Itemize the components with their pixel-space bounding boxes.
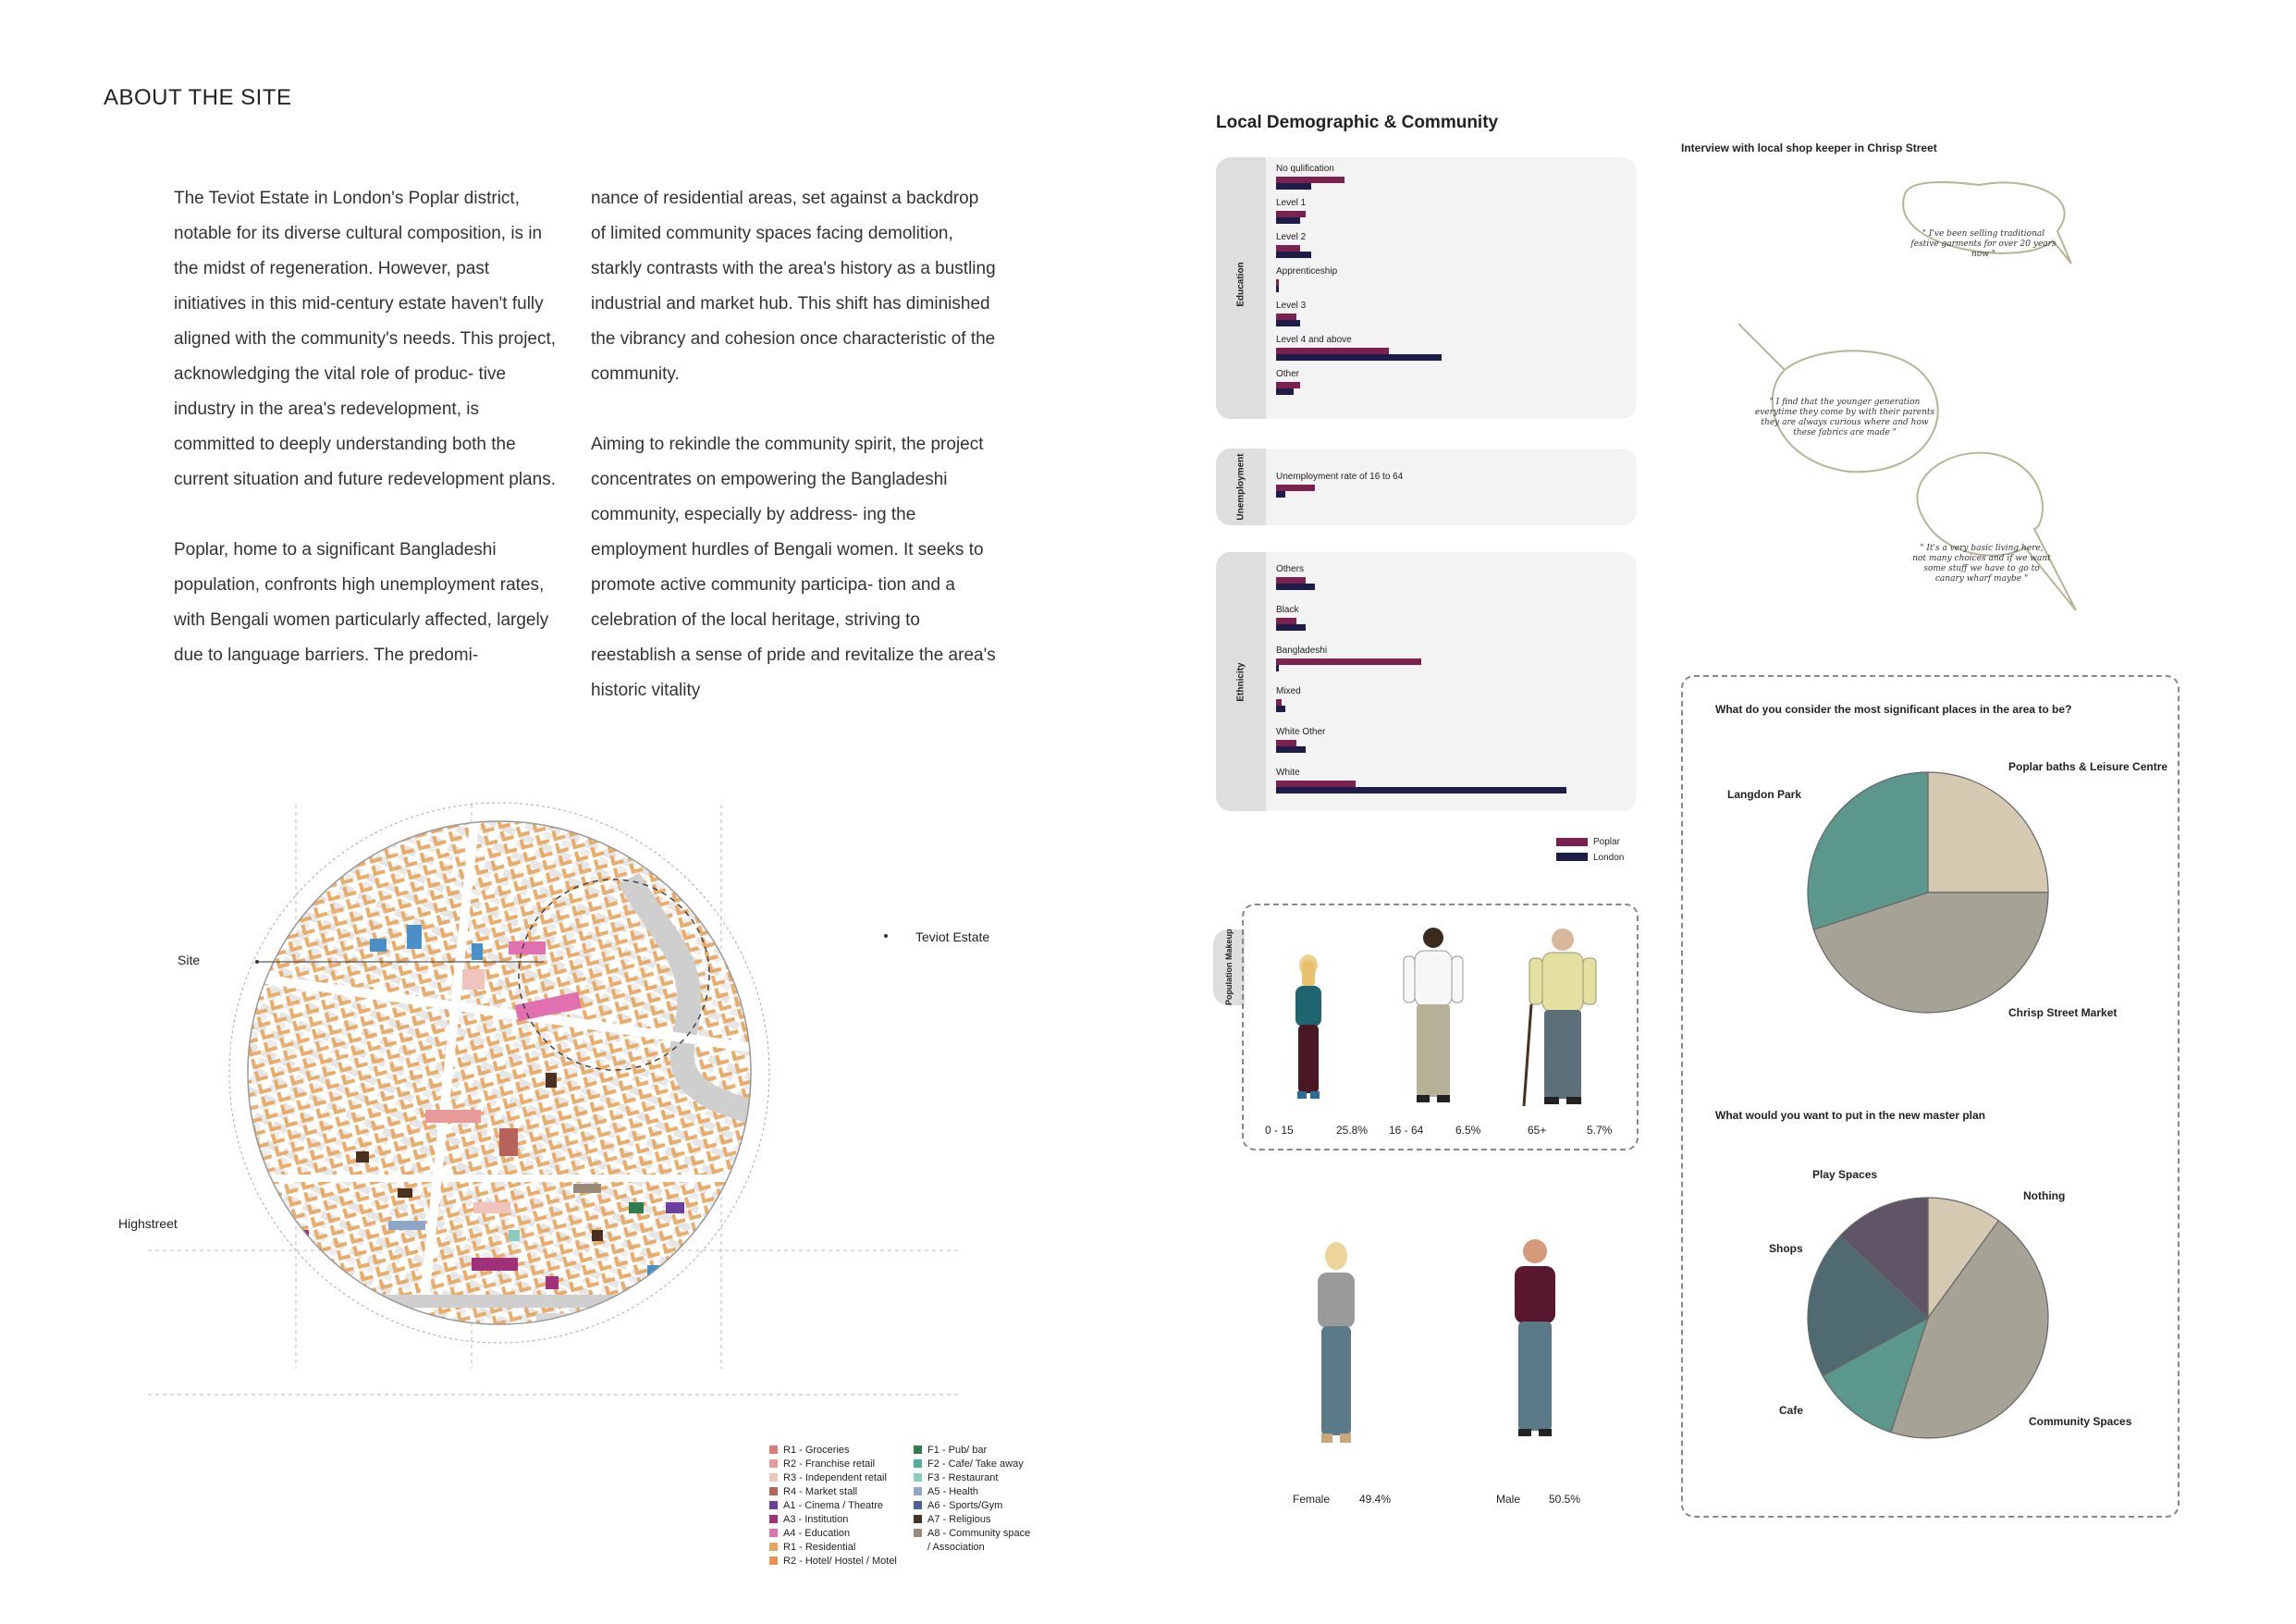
bar-london	[1276, 252, 1311, 258]
bar-poplar	[1276, 279, 1279, 286]
survey-question-2: What would you want to put in the new master plan	[1715, 1109, 1986, 1122]
elderly-figure-icon	[1516, 925, 1609, 1110]
legend-label: A6 - Sports/Gym	[927, 1499, 1003, 1511]
bar-london	[1276, 217, 1300, 224]
map-legend-item	[914, 1470, 1030, 1484]
gender-value: 50.5%	[1549, 1493, 1581, 1506]
legend-label: F3 - Restaurant	[927, 1471, 999, 1483]
legend-poplar: Poplar	[1593, 837, 1620, 847]
population-tab	[1213, 929, 1245, 1005]
bar-london	[1276, 491, 1285, 498]
interview-title: Interview with local shop keeper in Chrisp Street	[1681, 141, 1937, 154]
bar-london	[1276, 706, 1285, 712]
bar-poplar	[1276, 382, 1300, 388]
paragraph: Aiming to rekindle the community spirit, the project concentrates on empowering the Bangladeshi community, especially by address- ing the employment hurdles of Bengali women. It seeks to promote active community participa- tion and a celebration of the local heritage, striving to reestablish a sense of pride and revitalize the area's historic vitality	[591, 435, 996, 700]
legend-label: F2 - Cafe/ Take away	[927, 1458, 1024, 1470]
ethnicity-tab-label: Ethnicity	[1235, 662, 1246, 702]
legend-label: R2 - Hotel/ Hostel / Motel	[783, 1555, 897, 1567]
pie2-label-shops: Shops	[1769, 1242, 1803, 1255]
legend-swatch-poplar	[1556, 838, 1588, 846]
pie1-label-langdon-park: Langdon Park	[1727, 788, 1802, 801]
quote-2: " I find that the younger generation everytime they come by with their parents they are always curious where and how these fabrics are made "	[1754, 398, 1935, 437]
bar-group	[1276, 686, 1301, 712]
bar-label: Other	[1276, 369, 1300, 379]
map-legend-item	[769, 1443, 897, 1457]
site-map	[111, 795, 1036, 1443]
population-tab-label: Population Makeup	[1224, 929, 1234, 1005]
paragraph: nance of residential areas, set against a backdrop of limited community spaces facing demolition, starkly contrasts with the area's history as a bustling industrial and market hub. This shift has diminished the vibrancy and cohesion once characteristic of the community.	[591, 189, 996, 384]
bar-label: Apprenticeship	[1276, 266, 1338, 277]
bar-group	[1276, 727, 1325, 753]
population-range: 16 - 64	[1389, 1124, 1424, 1137]
page-title: ABOUT THE SITE	[104, 85, 292, 110]
bar-poplar	[1276, 740, 1296, 746]
survey-question-1: What do you consider the most significant places in the area to be?	[1715, 703, 2072, 716]
map-legend-item	[914, 1498, 1030, 1512]
legend-label: A3 - Institution	[783, 1513, 849, 1525]
education-tab-label: Education	[1235, 262, 1246, 307]
map-legend-item	[769, 1470, 897, 1484]
map-legend-item	[914, 1484, 1030, 1498]
map-legend-item	[914, 1457, 1030, 1470]
map-legend-item	[914, 1526, 1030, 1540]
bar-poplar	[1276, 577, 1306, 584]
body-text-column-2	[591, 181, 998, 744]
bar-london	[1276, 665, 1279, 671]
legend-label: A1 - Cinema / Theatre	[783, 1499, 884, 1511]
bar-poplar	[1276, 314, 1296, 320]
gender-label: Male	[1496, 1493, 1521, 1506]
demographics-title: Local Demographic & Community	[1216, 113, 1499, 132]
legend-london: London	[1593, 853, 1625, 863]
unemployment-tab-label: Unemployment	[1235, 453, 1246, 521]
legend-label: A5 - Health	[927, 1485, 979, 1497]
map-legend-item	[769, 1554, 897, 1568]
bar-poplar	[1276, 211, 1306, 217]
bar-label: Mixed	[1276, 686, 1301, 696]
site-label: Site	[178, 953, 201, 967]
bar-london	[1276, 320, 1300, 326]
legend-label: R1 - Groceries	[783, 1444, 850, 1456]
paragraph: Poplar, home to a significant Bangladeshi population, confronts high unemployment rates, with Bengali women particularly affected, largely due to language barriers. The predomi-	[174, 540, 549, 665]
unemployment-tab	[1216, 449, 1266, 525]
bar-label: No qulification	[1276, 164, 1334, 174]
adult-figure-icon	[1396, 925, 1470, 1110]
bar-poplar	[1276, 348, 1389, 354]
bar-label: Others	[1276, 564, 1305, 574]
legend-label: R2 - Franchise retail	[783, 1458, 876, 1470]
legend-label: / Association	[927, 1541, 985, 1553]
bar-group	[1276, 232, 1311, 258]
bar-label: Level 4 and above	[1276, 335, 1352, 345]
bar-poplar	[1276, 699, 1282, 706]
ethnicity-tab	[1216, 552, 1266, 811]
legend-swatch	[914, 1446, 922, 1454]
quote-1: " I've been selling traditional festive garments for over 20 years now "	[1910, 229, 2057, 259]
legend-label: F1 - Pub/ bar	[927, 1444, 988, 1456]
pie2-label-cafe: Cafe	[1779, 1404, 1804, 1417]
legend-swatch	[914, 1515, 922, 1523]
bar-group	[1276, 301, 1306, 326]
map-legend-item	[769, 1484, 897, 1498]
body-text-column-1	[174, 181, 562, 708]
child-figure-icon	[1281, 953, 1336, 1110]
map-legend-item	[769, 1498, 897, 1512]
female-figure-icon	[1299, 1239, 1373, 1452]
bar-london	[1276, 787, 1566, 794]
legend-swatch	[769, 1501, 778, 1509]
pie1-label-poplar-baths: Poplar baths & Leisure Centre	[2008, 760, 2168, 773]
bar-group	[1276, 646, 1421, 671]
bar-poplar	[1276, 658, 1421, 665]
population-value: 25.8%	[1336, 1124, 1369, 1137]
paragraph: The Teviot Estate in London's Poplar district, notable for its diverse cultural composition, is in the midst of regeneration. However, past initiatives in this mid-century estate haven't fully aligned with the community's needs. This project, acknowledging the vital role of produc- tive industry in the area's redevelopment, is committed to deeply understanding both the current situation and future redevelopment plans.	[174, 189, 557, 489]
legend-swatch	[769, 1487, 778, 1495]
legend-swatch	[914, 1501, 922, 1509]
legend-label: A7 - Religious	[927, 1513, 991, 1525]
bar-label: White	[1276, 768, 1300, 778]
legend-swatch	[769, 1446, 778, 1454]
bar-poplar	[1276, 781, 1356, 787]
legend-swatch	[769, 1529, 778, 1537]
bar-group	[1276, 164, 1344, 190]
legend-swatch	[914, 1543, 922, 1551]
legend-swatch	[769, 1556, 778, 1565]
master-plan-pie	[1794, 1184, 2062, 1452]
map-legend-item	[769, 1457, 897, 1470]
quote-3: " It's a very basic living here, not many choices and if we want some stuff we have to go to canary wharf maybe "	[1912, 544, 2051, 584]
bar-group	[1276, 266, 1337, 292]
legend-label: R4 - Market stall	[783, 1485, 858, 1497]
population-range: 65+	[1528, 1124, 1547, 1137]
legend-swatch	[914, 1529, 922, 1537]
male-figure-icon	[1498, 1235, 1572, 1447]
bar-london	[1276, 746, 1306, 753]
pie2-label-community-spaces: Community Spaces	[2029, 1415, 2132, 1428]
bar-poplar	[1276, 245, 1300, 252]
map-legend-item	[914, 1443, 1030, 1457]
bar-label: Level 3	[1276, 301, 1307, 311]
legend-swatch	[914, 1459, 922, 1468]
highstreet-label: Highstreet	[118, 1216, 178, 1231]
bar-label: White Other	[1276, 727, 1326, 737]
bar-group	[1276, 369, 1300, 395]
speech-bubble-3	[1917, 453, 2076, 610]
map-legend-left	[769, 1443, 897, 1568]
legend-label: A4 - Education	[783, 1527, 851, 1539]
map-legend-item	[769, 1526, 897, 1540]
legend-swatch	[769, 1459, 778, 1468]
bar-poplar	[1276, 177, 1344, 183]
teviot-estate-label: Teviot Estate	[915, 929, 990, 944]
legend-label: R3 - Independent retail	[783, 1471, 887, 1483]
bar-poplar	[1276, 618, 1296, 624]
bar-label: Black	[1276, 605, 1299, 615]
population-value: 5.7%	[1587, 1124, 1613, 1137]
bar-poplar	[1276, 485, 1315, 491]
legend-swatch	[769, 1515, 778, 1523]
population-value: 6.5%	[1455, 1124, 1481, 1137]
map-legend-item	[769, 1540, 897, 1554]
bar-london	[1276, 183, 1311, 190]
education-tab	[1216, 157, 1266, 419]
bar-london	[1276, 624, 1306, 631]
bar-group	[1276, 564, 1315, 590]
map-legend-item	[914, 1540, 1030, 1554]
gender-value: 49.4%	[1359, 1493, 1392, 1506]
legend-label: A8 - Community space	[927, 1527, 1031, 1539]
pie1-label-chrisp-street: Chrisp Street Market	[2008, 1006, 2118, 1019]
legend-swatch	[914, 1487, 922, 1495]
map-legend-item	[769, 1512, 897, 1526]
significant-places-pie	[1794, 758, 2062, 1027]
bar-london	[1276, 354, 1442, 361]
map-legend-right	[914, 1443, 1030, 1554]
bar-group	[1276, 768, 1566, 794]
bar-label: Bangladeshi	[1276, 646, 1328, 656]
gender-label: Female	[1293, 1493, 1331, 1506]
pie2-label-nothing: Nothing	[2023, 1189, 2066, 1202]
legend-swatch	[914, 1473, 922, 1482]
bar-label: Level 1	[1276, 198, 1307, 208]
legend-swatch	[769, 1473, 778, 1482]
bar-group	[1276, 472, 1403, 498]
bar-label: Level 2	[1276, 232, 1307, 242]
bar-london	[1276, 584, 1315, 590]
bar-group	[1276, 198, 1306, 224]
legend-swatch	[769, 1543, 778, 1551]
legend-label: R1 - Residential	[783, 1541, 856, 1553]
map-legend-item	[914, 1512, 1030, 1526]
pie2-label-play-spaces: Play Spaces	[1812, 1168, 1878, 1181]
legend-swatch-london	[1556, 853, 1588, 861]
bar-group	[1276, 335, 1442, 361]
bar-london	[1276, 286, 1279, 292]
population-range: 0 - 15	[1265, 1124, 1294, 1137]
pie-slice	[1928, 772, 2048, 892]
bar-london	[1276, 388, 1294, 395]
bar-group	[1276, 605, 1306, 631]
bar-label: Unemployment rate of 16 to 64	[1276, 472, 1404, 482]
